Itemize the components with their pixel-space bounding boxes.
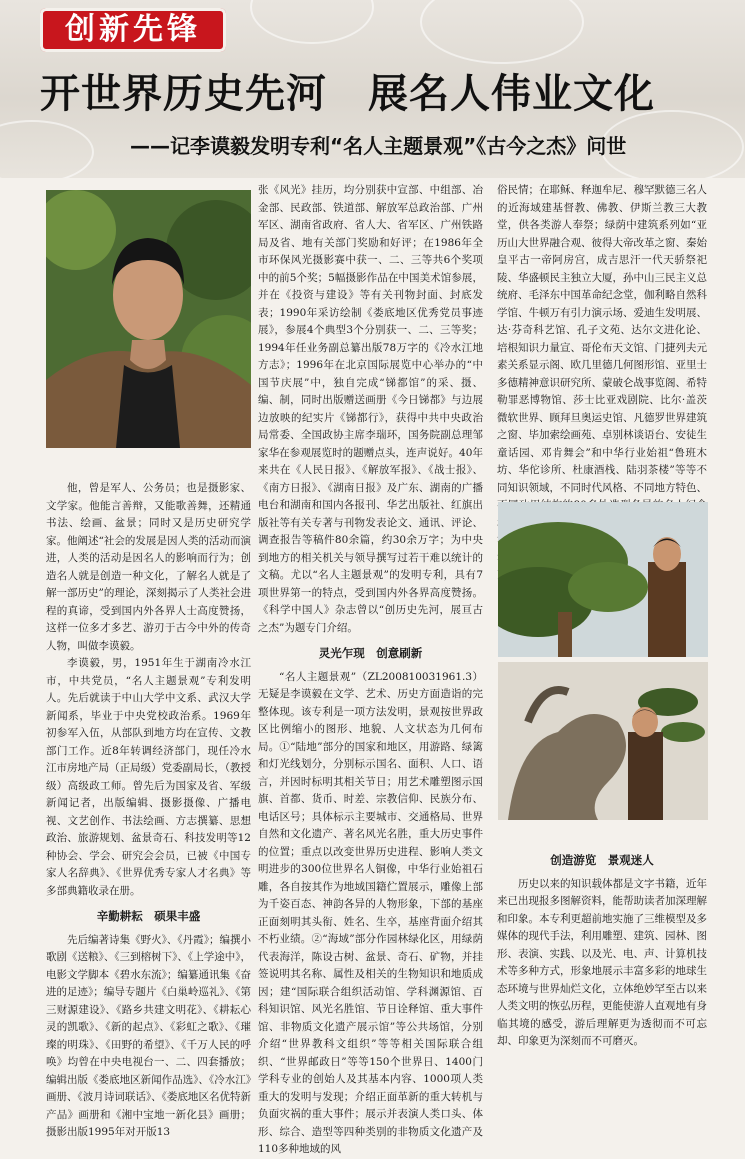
stump-bonsai-photo — [498, 662, 708, 820]
caption-title: 创造游览 景观迷人 — [550, 853, 654, 867]
column-tag — [40, 8, 226, 52]
column-tag-label: 创新先锋 — [65, 12, 201, 47]
bio-paragraph: 李谟毅，男，1951年生于湖南冷水江市，中共党员，“名人主题景观”专利发明人。先后就读于中山大学中文系、武汉大学新闻系，毕业于中央党校政治系。1969年初参军入伍，从部队到地方均在宣传、文教部门工作。近8年转调经济部门，现任冷水江市房地产局（正局级）党委副局长，（教授级）高级政工师。曾先后为国家及省、军级新闻记者，出版编辑、摄影摄像、广播电视、文艺创作、书法绘画、方志撰纂、思想政治、旅游规划、盆景奇石、科技发明等12种协会、学会、研究会会员，已被《中国专家人名辞典》、《世界优秀专家人才名典》等多部典籍收录在册。 — [46, 657, 251, 897]
section-title: 辛勤耕耘 硕果丰盛 — [96, 909, 201, 923]
photo-caption — [497, 852, 707, 1051]
cloud-ornament — [250, 0, 374, 44]
headline: 开世界历史先河 展名人伟业文化 — [40, 71, 655, 117]
stump-illustration — [498, 662, 708, 820]
section-title: 灵光乍现 创意刷新 — [318, 646, 423, 660]
portrait-photo — [46, 190, 251, 448]
article-text: 俗民情；在耶稣、释迦牟尼、穆罕默德三名人的近海域建基督教、佛教、伊斯兰教三大教堂，供各类游人奉祭；绿荫中建筑系列如“亚历山大世界融合观、彼得大帝改革之窗、秦始皇平古一帝阿房宫，成吉思汗一代天骄祭祀陵、华盛顿民主独立大厦，孙中山三民主义总统府、毛泽东中国革命纪念堂，伽利略自然科学馆、牛顿万有引力演示场、爱迪生发明展、达·芬奇科艺馆、孔子文苑、达尔文进化论、培根知识力量宣、哥伦布天文馆、门捷列夫元素关系显示阁、欧几里德几何图形馆、亚里士多德精神意识研究所、蒙破仑战事览阁、希特勒罪恶博物馆、莎士比亚戏剧院、比尔·盖茨微软世界、顾拜旦奥运史馆、凡德罗世界建筑之窗、毕加索绘画苑、卓别林谈语台、安徒生童话园、邓肯舞会”和中华行业始祖“鲁班木坊、华佗诊所、杜康酒栈、陆羽茶楼”等等不同知识领域，不同时代风格、不同地方特色、 — [497, 184, 707, 494]
caption-text: 历史以来的知识载体都是文字书籍，近年来已出现报多图解资料，能帮助读者加深理解和印象。本专利更超前地实施了三维模型及多媒体的现代手法，利用雕塑、建筑、园林、图形、表演、实践、以及光、电、声、计算机技术等多种方式，形象地展示丰富多彩的地球生态环境与世界灿烂文化，立体绝妙罕至古以来人类文明的恢弘历程，更能使游人直观地有身临其境的感受，游后理解更为透彻而不可忘却、印象更为深刻而不可磨灭。 — [497, 877, 707, 1047]
subheadline: ——记李谟毅发明专利“名人主题景观”《古今之杰》问世 — [130, 134, 627, 158]
cloud-ornament — [0, 120, 94, 178]
bonsai-illustration — [498, 502, 708, 657]
column-middle — [258, 182, 483, 1159]
portrait-illustration — [46, 190, 251, 448]
section-text: 先后编著诗集《野火》、《丹霞》；编撰小歌剧《送粮》、《三到榕树下》、《上学途中》，电影文学脚本《碧水东流》；编纂通讯集《奋进的足迹》；编导专题片《白巢岭巡礼》、《第三财源建设》、《路乡共建文明花》、《耕耘心灵的凯歌》、《新的起点》、《彩虹之歌》、《璀璨的明珠》、《田野的希望》、《千万人民的呼唤》均曾在中央电视台一、二、四套播放；编辑出版《娄底地区新闻作品选》、《冷水江》画册、《波月诗词联话》、《娄底地区名优特新产品》画册和《湘中宝地一新化县》画册；摄影出版1995年对开版13 — [46, 933, 251, 1138]
cloud-ornament — [420, 0, 584, 64]
article-text: 张《风光》挂历，均分别获中宣部、中组部、冶金部、民政部、铁道部、解放军总政治部、广州军区、湖南省政府、省人大、省军区、广州铁路局及省、地有关部门奖励和好评；在1986年全市环保风光摄影赛中获一、二、三等共6个奖项中的前5个奖；5幅摄影作品在中国美术馆参展，并在《投资与建设》等有关刊物封面、封底发表；1990年采访绘制《娄底地区优秀党员事迹展》，参展4个典型3个分别获一、二、三等奖；1994年任业务副总纂出版78万字的《冷水江地方志》；1996年在北京国际展览中心举办的“中国节庆展”中，独自完成“锑都馆”的采、摄、编、制，同时出版赠送画册《今日锑都》与边展边放映的纪实片《锑都行》，获得中共中央政治局常委、全国政协主席李瑞环，国务院副总理邹家华在参观展览时的题赠点头，连声说好。40年来共在《人民日报》、《解放军报》、《战士报》、《南方日报》、《湖南日报》及广东、湖南的广播电台和湖南和国内各报刊、华艺出版社、红旗出版社等有关专著与刊物发表论文、通讯、评论、调查报告等稿件80余篇，约30余万字；为中央到地方的相关机关与领导撰写过若干难以统计的文稿。尤以“名人主题景观”的发明专利，具有7项世界第一的特点，受到国内外各界高度赞扬。《科学中国人》杂志曾以“创历史先河，展亘古之杰”为题专门介绍。 — [258, 184, 483, 634]
column-left — [46, 480, 251, 1142]
section-text: “名人主题景观”（ZL200810031961.3）无疑是李谟毅在文学、艺术、历史方面造诣的完整体现。该专利是一项方法发明，景观按世界政区比例缩小的图形、地貌、人文状态为几何布局。①“陆地”部分的国家和地区，用游路、绿篱和灯光线划分，分别标示国名、面积、人口、语言，并因时标明其相关节日；用艺术雕塑图示国旗、首都、货币、时差、宗教信仰、民族分布、电话区号；具体标示主要城市、交通格局、世界自然和文化遗产、著名风光名胜，重大历史事件的位置；重点以改变世界历史进程、影响人类文明进步的300位世界名人铜像，中华行业始祖石雕，各自按其作为地域国籍伫置展示，雕像上部为千姿百态、神韵各异的人物形象，下部的基座正面刻明其头衔、姓名、生卒，基座背面介绍其不朽业绩。②“海域”部分作园林绿化区，用绿荫代表海洋，陈设古树、盆景、奇石、矿物，并挂签说明其名称、属性及相关的生物知识和地质成因；建“国际联合组织活动馆、学科渊源馆、百科知识馆、风光名胜馆、节日诠释馆、重大事件馆、非物质文化遗产展示馆”等公共场馆，分别介绍“世界教科文组织”等等相关国际联合组织、“世界邮政日”等等150个世界日、1400门学科专业的创始人及其基本内容、1000项人类重大的发明与发现；介绍正面革新的重大转机与负面灾祸的重大事件；展示并表演人类口头、体形、综合、造型等四种类别的非物质文化遗产及110多种地域的风 — [258, 670, 483, 1155]
bio-paragraph: 他，曾是军人、公务员；也是摄影家、文学家。他能言善辩，又能歌善舞，还精通书法、绘画、盆景；同时又是历史研究学家。他阐述“社会的发展是因人类的活动而演进，人类的活动是因名人的影响而行为；创造名人就是创造一种文化，了解名人就是了解一部历史”的理论，深刻揭示了人类社会进程的真谛，受到国内外各界人士高度赞扬，这样一位多才多艺、游刃于古今中外的传奇人物，叫做李谟毅。 — [46, 482, 251, 652]
bonsai-photo — [498, 502, 708, 657]
header-banner — [0, 0, 745, 178]
